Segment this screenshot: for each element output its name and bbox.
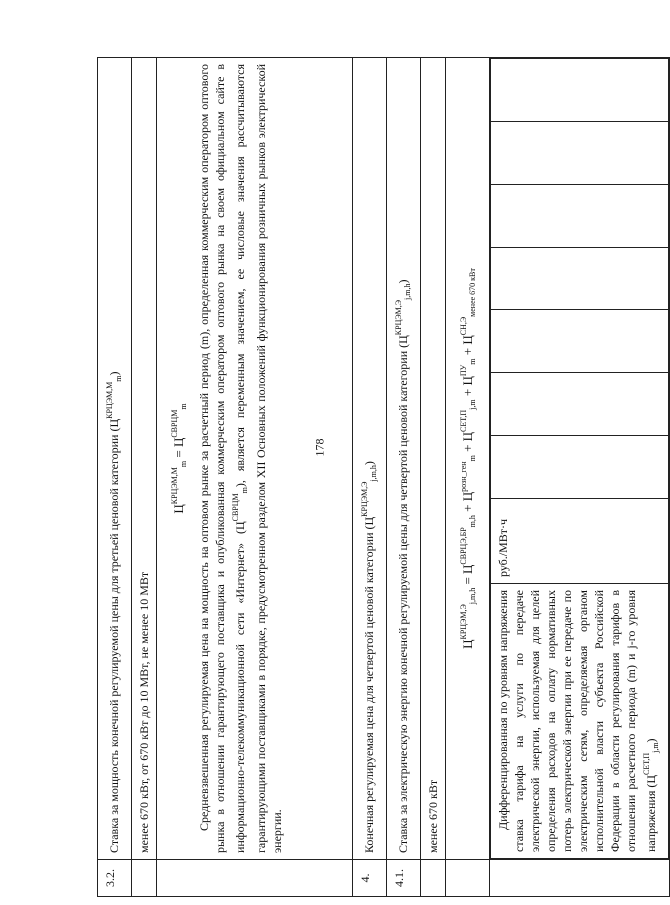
row-number: 4.1. [387,860,421,897]
formula-sub: j,m,h [468,587,477,605]
detail-text-end: ) [644,738,658,743]
row-number: 4. [353,860,387,897]
detail-inner-table [490,58,669,859]
formula-sub: j,m [468,399,477,410]
table-row [446,58,490,897]
row-title [353,58,387,860]
detail-text: Дифференцированная по уровням напряжения ставка тарифа на услуги по передаче электрической энергии, используемая для целей определения расходов на оплату нормативных потерь электрической энергии при ее передаче по электрическим сетям, определяемая органом исполнительной власти субъекта Российской Федерации в области регулирования тарифов в отношении расчетного периода (m) и j-го уровня напряжения (Ц [496,590,658,852]
formula-sup: ПУ [459,364,468,377]
formula-cell [446,58,490,860]
row-number-empty [490,860,670,897]
row-title-sub: j,m,h [369,465,378,482]
row-number: 3.2. [98,860,132,897]
empty-cell [491,184,669,247]
row-title-end: ) [107,371,121,376]
row-title-end: ) [396,279,410,284]
table-row [353,58,387,897]
paragraph-sup: СВРЦМ [231,493,240,522]
row-number-empty [421,860,446,897]
formula-sup: СВРЦМ [170,409,179,438]
table-row [98,58,132,897]
row-title-sup: КРЦЭМ,Э [360,481,369,517]
row-title-text: Конечная регулируемая цена для четвертой ценовой категории (Ц [362,516,376,853]
empty-cell [491,436,669,499]
formula-sup: СН,Э [459,316,468,336]
detail-sub: j,m [651,742,660,753]
formula-term: + Ц [460,376,475,400]
definition-cell [157,58,353,860]
formula-term: + Ц [460,335,475,359]
row-title-text: Ставка за электрическую энергию конечной регулируемой цены для четвертой ценовой категории (Ц [396,335,410,853]
formula-sub: m [179,403,188,410]
formula-sub: менее 670 кВт [468,268,477,317]
formula-sup: СВРЦЭ,БР [459,527,468,565]
tariff-table [97,57,670,897]
detail-sup: СЕТ,П [642,752,651,775]
formula-sub: m [468,455,477,462]
rotated-table-region [97,57,660,897]
inner-row [491,59,669,859]
detail-cell [490,58,670,860]
formula-sup: КРЦЭМ,Э [459,604,468,640]
formula-term: = Ц [460,564,475,588]
definition-paragraph [196,64,285,853]
row-title [387,58,421,860]
page-number: 178 [312,438,327,457]
row-title-end: ) [362,461,376,466]
row-subtitle: менее 670 кВт [421,58,446,860]
table-row [421,58,446,897]
formula-sup: КРЦЭМ,М [170,467,179,505]
row-title-sub: m [114,375,123,382]
detail-unit: руб./МВт·ч [491,499,669,584]
paragraph-text: Средневзвешенная регулируемая цена на мощность на оптовом рынке за расчетный период (m), определенная коммерческим оператором оптового рынка в отношении гарантирующего поставщика и опубликованная коммерческим оператором оптового рынка на своем официальном сайте в информационно-телекоммуникационной сети «Интернет» (Ц [197,64,247,853]
row-number-empty [446,860,490,897]
formula-term: + Ц [460,491,475,516]
formula-term: + Ц [460,431,475,456]
table-row [387,58,421,897]
row-title-sup: КРЦЭМ,М [105,381,114,419]
formula-term: Ц [171,504,186,514]
formula-capacity [161,64,196,853]
formula-term: Ц [460,639,475,649]
formula-sup: розн_ген [459,461,468,492]
formula-sub: m,h [468,515,477,528]
empty-cell [491,373,669,436]
detail-description [491,584,669,859]
formula-sub: m [179,460,188,468]
row-title-sup: КРЦЭМ,Э [394,299,403,336]
empty-cell [491,59,669,122]
formula-sub: m [468,358,477,365]
table-row [157,58,353,897]
row-subtitle: менее 670 кВт, от 670 кВт до 10 МВт, не менее 10 МВт [132,58,157,860]
row-number-empty [157,860,353,897]
row-title [98,58,132,860]
paragraph-text-end: ), является переменным значением, ее числовые значения рассчитываются гарантирующими поставщиками в порядке, предусмотренном разделом XII Основных положений функционирования розничных рынков электрической энергии. [233,64,284,853]
table-row [490,58,670,897]
formula-sup: СЕТ,П [459,409,468,432]
row-title-text: Ставка за мощность конечной регулируемой цены для третьей ценовой категории (Ц [107,418,121,853]
formula-energy [450,64,485,853]
empty-cell [491,121,669,184]
row-title-sub: j,m,h [403,283,412,300]
row-number-empty [132,860,157,897]
empty-cell [491,310,669,373]
formula-term: = Ц [171,437,186,461]
paragraph-sub: m [240,487,249,494]
table-row [132,58,157,897]
empty-cell [491,247,669,310]
